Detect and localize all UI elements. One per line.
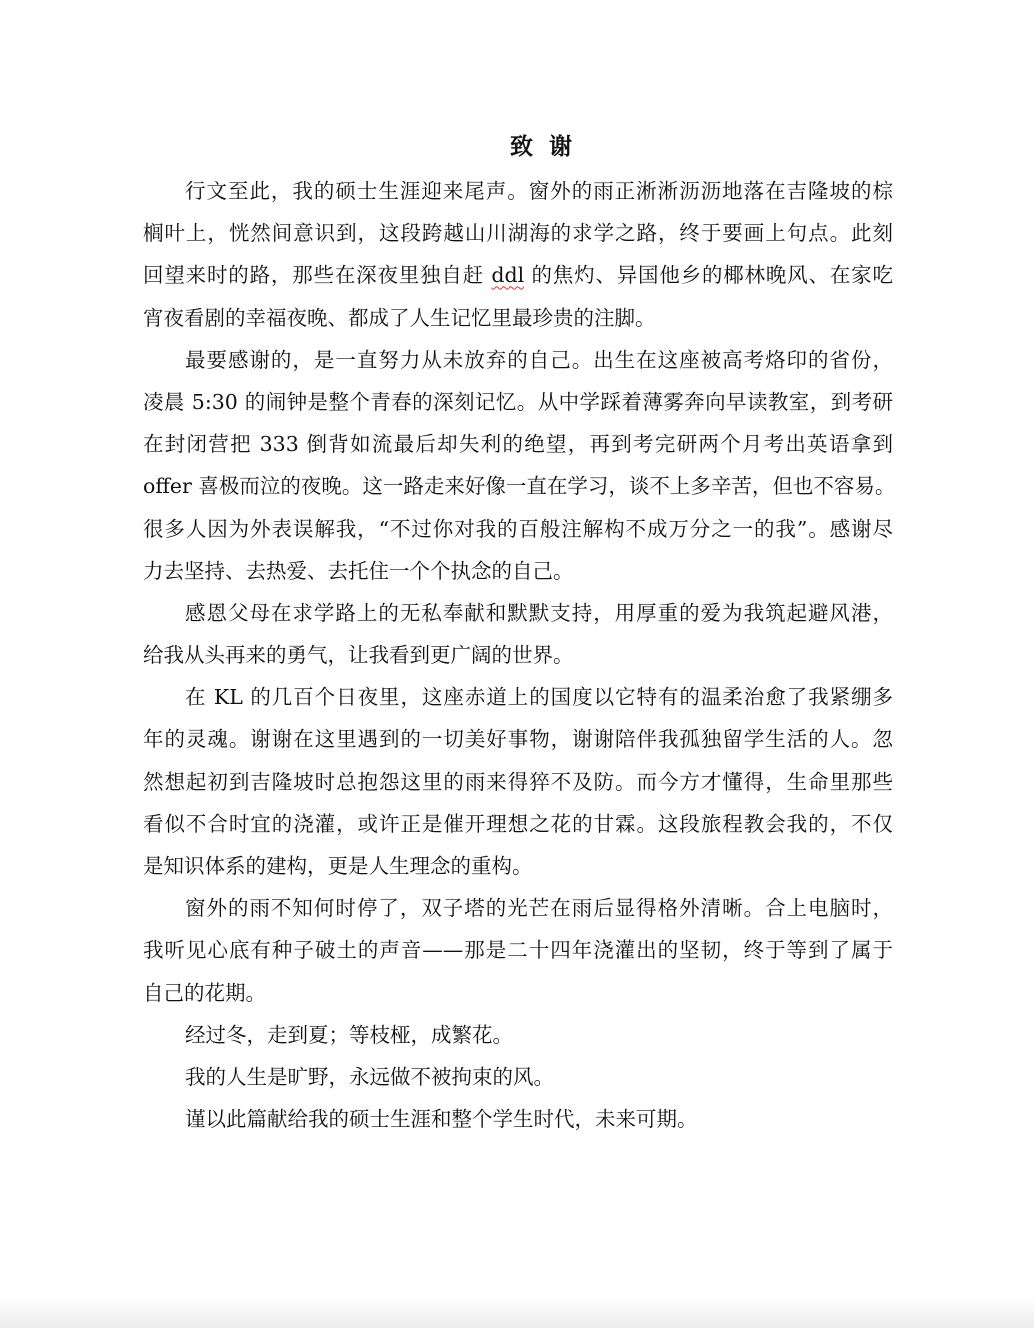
text-line: 窗外的雨不知何时停了，双子塔的光芒在雨后显得格外清晰。合上电脑时， (185, 896, 893, 921)
text-line: 最要感谢的，是一直努力从未放弃的自己。出生在这座被高考烙印的省份， (185, 347, 893, 372)
text-line: 榈叶上，恍然间意识到，这段跨越山川湖海的求学之路，终于要画上句点。此刻 (143, 221, 893, 246)
document-body (143, 170, 896, 1140)
text-line: 感恩父母在求学路上的无私奉献和默默支持，用厚重的爱为我筑起避风港， (185, 600, 893, 625)
page-title: 致 谢 (509, 134, 576, 160)
text-segment: 的焦灼、异国他乡的椰林晚风、在家吃 (524, 263, 893, 288)
text-line: 看似不合时宜的浇灌，或许正是催开理想之花的甘霖。这段旅程教会我的，不仅 (143, 811, 893, 836)
text-line: 谨以此篇献给我的硕士生涯和整个学生时代，未来可期。 (185, 1107, 698, 1132)
text-line: 是知识体系的建构，更是人生理念的重构。 (143, 854, 533, 878)
paragraph (143, 339, 896, 592)
text-line: 给我从头再来的勇气，让我看到更广阔的世界。 (143, 643, 574, 668)
text-line: 凌晨 5:30 的闹钟是整个青春的深刻记忆。从中学踩着薄雾奔向早读教室，到考研 (143, 389, 893, 414)
text-line: 年的灵魂。谢谢在这里遇到的一切美好事物，谢谢陪伴我孤独留学生活的人。忽 (143, 727, 893, 752)
text-line: 我听见心底有种子破土的声音——那是二十四年浇灌出的坚韧，终于等到了属于 (143, 938, 893, 963)
page-edge-shadow (0, 1298, 1034, 1328)
text-line: 然想起初到吉隆坡时总抱怨这里的雨来得猝不及防。而今方才懂得，生命里那些 (143, 769, 893, 794)
text-line (143, 254, 893, 296)
text-segment: 回望来时的路，那些在深夜里独自赶 (143, 263, 492, 288)
text-line: 我的人生是旷野，永远做不被拘束的风。 (185, 1064, 554, 1089)
text-line: offer 喜极而泣的夜晚。这一路走来好像一直在学习，谈不上多辛苦，但也不容易。 (143, 474, 896, 499)
text-line: 很多人因为外表误解我，“不过你对我的百般注解构不成万分之一的我”。感谢尽 (143, 516, 893, 541)
text-line: 宵夜看剧的幸福夜晚、都成了人生记忆里最珍贵的注脚。 (143, 305, 656, 330)
text-line: 自己的花期。 (143, 980, 266, 1005)
paragraph (143, 676, 893, 887)
paragraph (143, 887, 893, 1014)
text-line: 在 KL 的几百个日夜里，这座赤道上的国度以它特有的温柔治愈了我紧绷多 (185, 685, 893, 710)
text-line: 经过冬，走到夏；等枝桠，成繁花。 (185, 1022, 513, 1047)
text-line: 在封闭营把 333 倒背如流最后却失利的绝望，再到考完研两个月考出英语拿到 (143, 432, 893, 457)
text-line: 行文至此，我的硕士生涯迎来尾声。窗外的雨正淅淅沥沥地落在吉隆坡的棕 (185, 179, 893, 203)
paragraph (143, 1014, 893, 1056)
paragraph (143, 1098, 893, 1140)
text-line: 力去坚持、去热爱、去托住一个个执念的自己。 (143, 558, 574, 583)
paragraph (143, 1056, 893, 1098)
paragraph (143, 170, 893, 339)
paragraph (143, 592, 893, 676)
spellcheck-flagged-word: ddl (491, 263, 525, 288)
